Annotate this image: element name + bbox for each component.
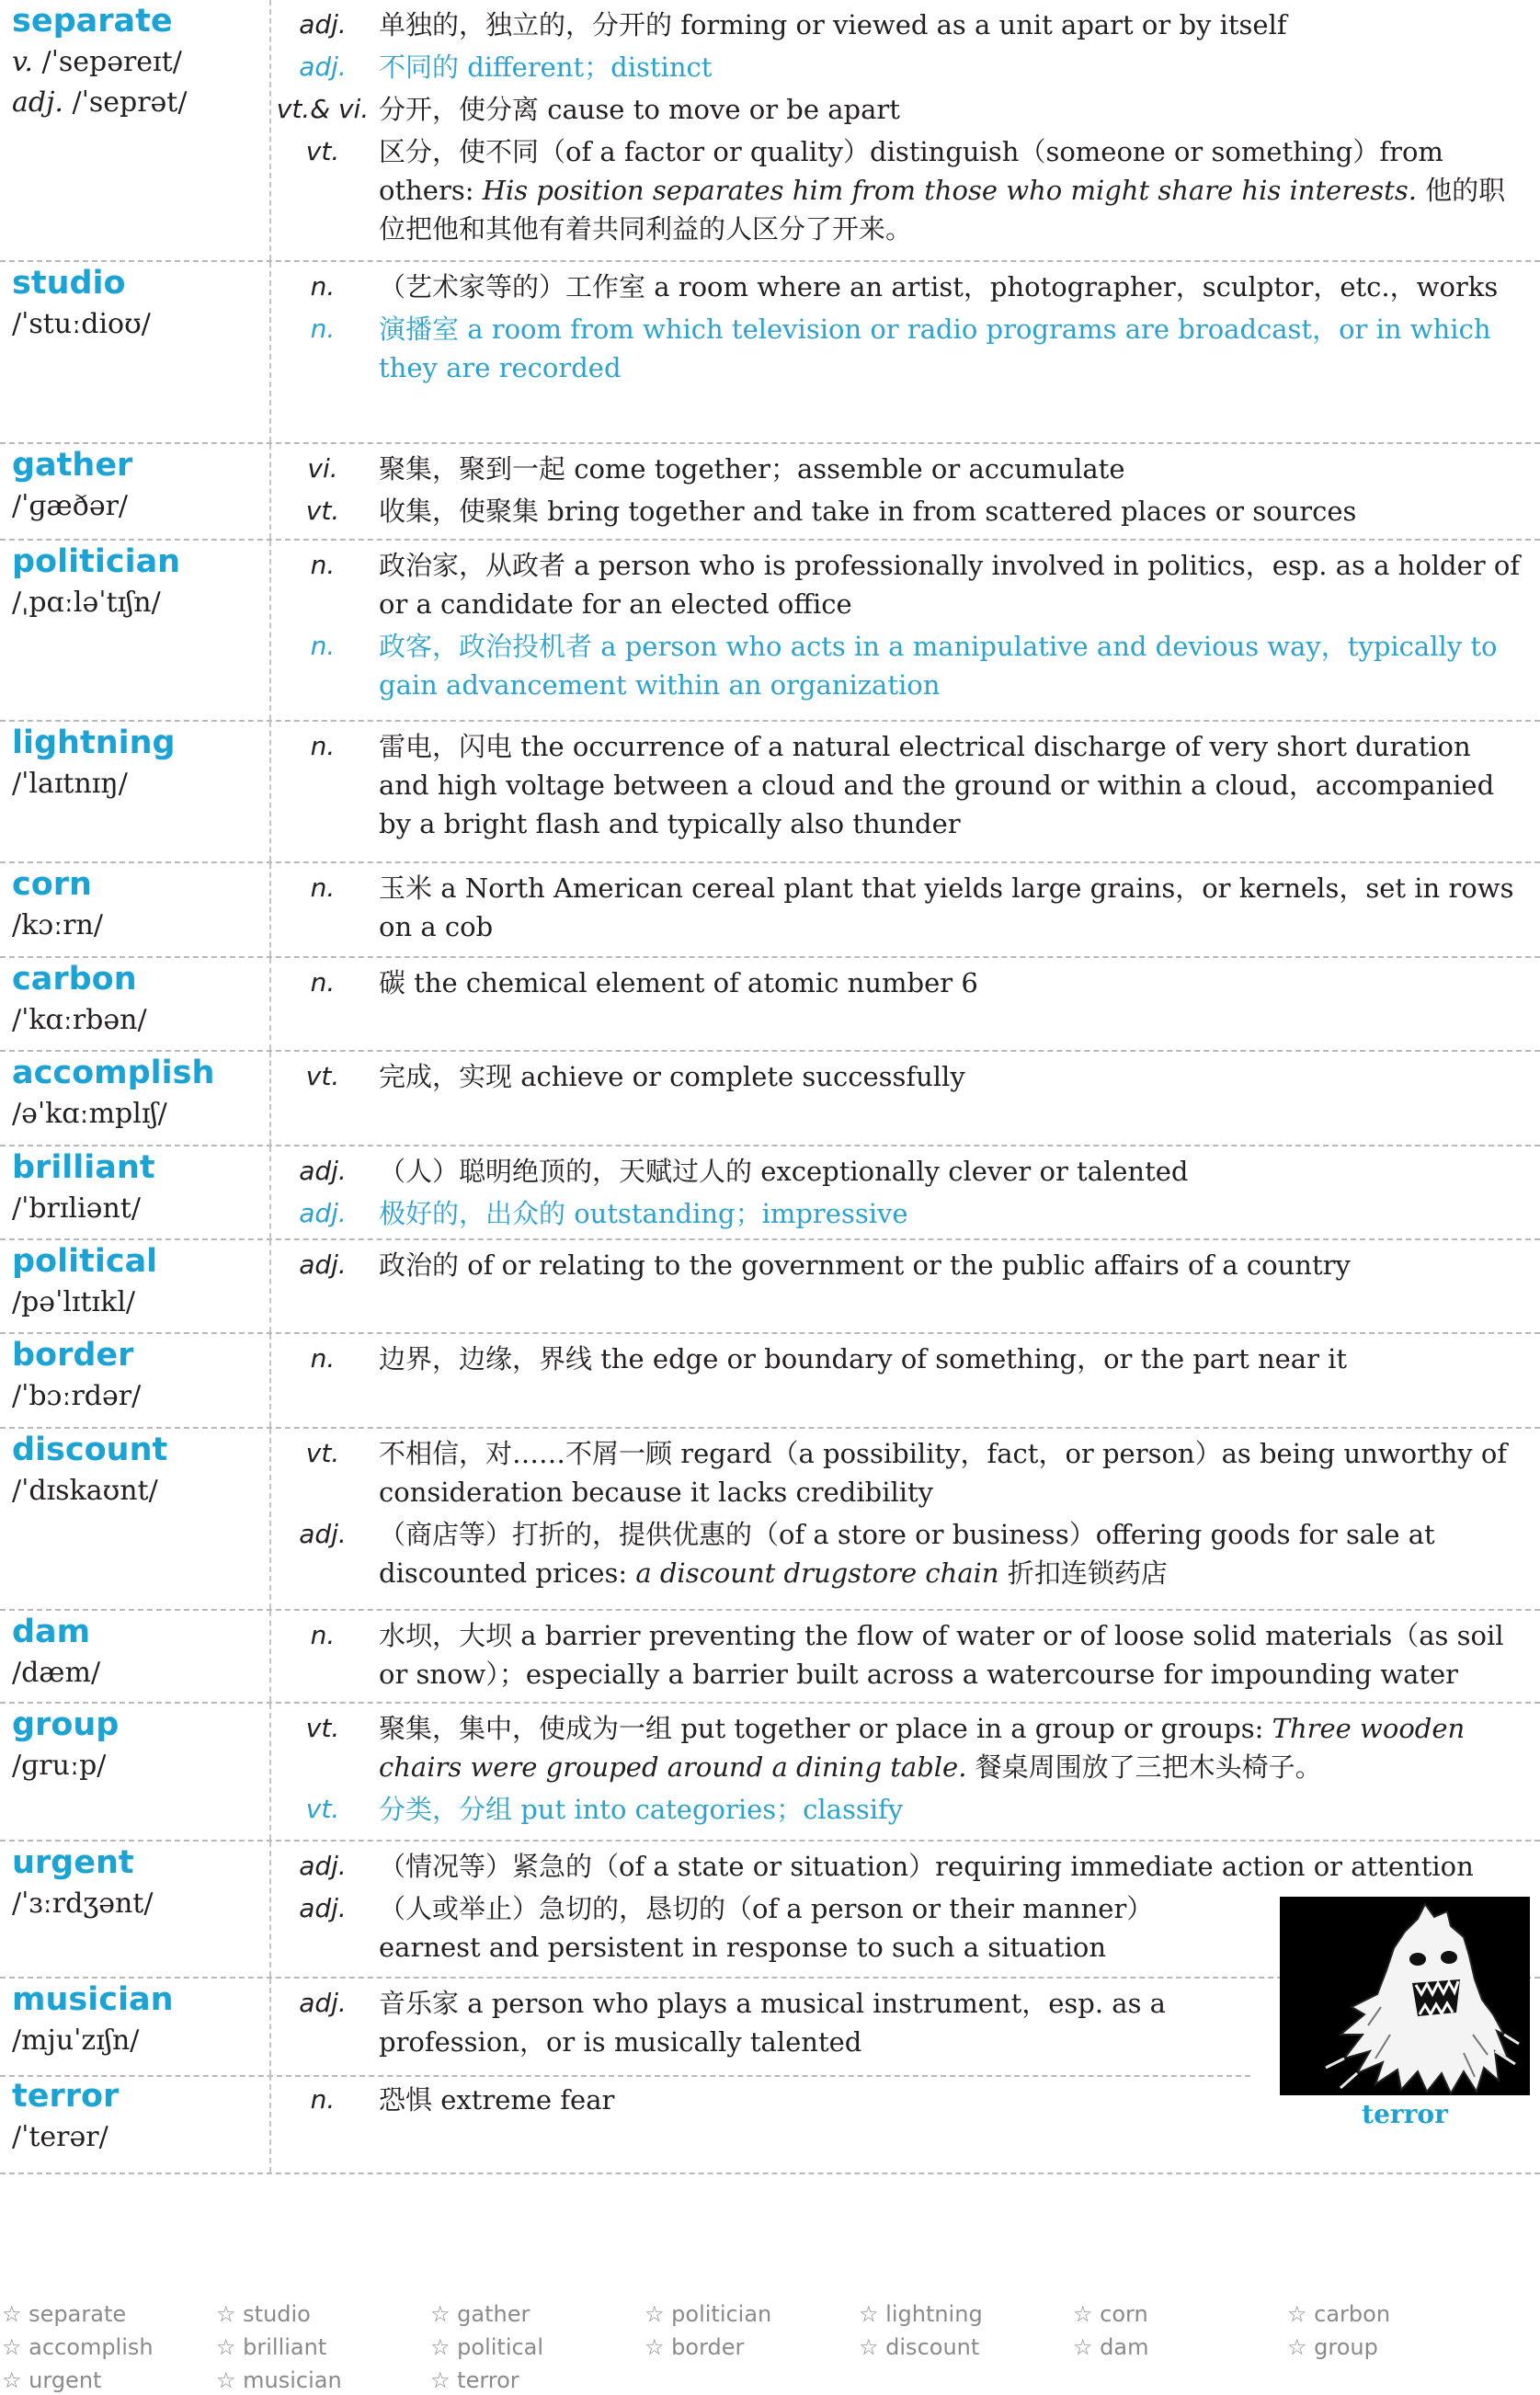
checklist-item[interactable] [216, 2367, 342, 2393]
checklist-item[interactable] [859, 2301, 983, 2327]
headword: border [12, 1337, 134, 1374]
headword-column [0, 722, 271, 861]
pronunciation: /ˈbɔːrdər/ [12, 1380, 142, 1412]
definition: 单独的，独立的，分开的 forming or viewed as a unit apart or by itself [379, 9, 1287, 40]
star-icon: ☆ [430, 2301, 451, 2327]
checklist-item[interactable] [645, 2301, 771, 2327]
definition [379, 1709, 1526, 1786]
star-icon: ☆ [1287, 2334, 1307, 2360]
definition: 不相信，对……不屑一顾 regard（a possibility，fact，or person）as being unworthy of consideration because it lacks credibility [379, 1438, 1508, 1508]
pronunciation [12, 83, 187, 123]
pronunciation: /ˈɜːrdʒənt/ [12, 1887, 154, 1920]
ghost-icon [1280, 1897, 1530, 2095]
sense [272, 450, 1526, 488]
sense [272, 1889, 1250, 1967]
part-of-speech: adj. [299, 9, 347, 40]
headword: political [12, 1243, 158, 1280]
example-sentence: a discount drugstore chain [635, 1557, 999, 1589]
headword: lightning [12, 724, 176, 761]
headword: separate [12, 3, 173, 40]
definition: 完成，实现 achieve or complete successfully [379, 1061, 965, 1092]
star-icon: ☆ [2, 2334, 22, 2360]
headword: gather [12, 447, 133, 484]
checklist-word: brilliant [243, 2334, 327, 2360]
sense [272, 492, 1526, 530]
checklist-word: corn [1100, 2301, 1148, 2327]
definition: 玉米 a North American cereal plant that yields large grains，or kernels，set in rows on a cob [379, 872, 1514, 942]
headword-column [0, 1611, 271, 1702]
part-of-speech: vt. [305, 1438, 340, 1468]
star-icon: ☆ [645, 2334, 665, 2360]
headword-column [0, 1704, 271, 1840]
senses [272, 1984, 1250, 2065]
part-of-speech: adj. [299, 1893, 347, 1923]
headword-column [0, 444, 271, 539]
senses [272, 964, 1526, 1006]
sense [272, 1434, 1526, 1511]
headword: brilliant [12, 1149, 155, 1186]
definition: 极好的，出众的 outstanding；impressive [379, 1198, 908, 1229]
headword: corn [12, 866, 92, 903]
entry-studio [0, 262, 1540, 444]
headword-column [0, 1146, 271, 1238]
headword-column [0, 2075, 271, 2173]
entry-gather [0, 444, 1540, 541]
definition [379, 1515, 1526, 1592]
star-icon: ☆ [1073, 2334, 1093, 2360]
checklist-word: urgent [29, 2367, 102, 2393]
checklist-item[interactable] [645, 2334, 744, 2360]
sense [272, 6, 1526, 44]
pronunciation: /ˈdɪskaʊnt/ [12, 1475, 158, 1507]
checklist-item[interactable] [430, 2367, 519, 2393]
checklist-item[interactable] [1073, 2301, 1148, 2327]
definition: 分开，使分离 cause to move or be apart [379, 94, 900, 125]
definition: 不同的 different；distinct [379, 51, 713, 83]
checklist-word: discount [885, 2334, 980, 2360]
star-icon: ☆ [216, 2301, 236, 2327]
part-of-speech: n. [310, 2084, 336, 2115]
sense [272, 1616, 1526, 1694]
sense [272, 132, 1526, 248]
pronunciation: /əˈkɑːmplɪʃ/ [12, 1098, 167, 1130]
senses [272, 1709, 1526, 1832]
headword: carbon [12, 961, 137, 998]
pron-label: v. [12, 46, 33, 78]
sense [272, 90, 1526, 129]
sense [272, 1246, 1526, 1284]
definition: 政客，政治投机者 a person who acts in a manipulative and devious way，typically to gain advancement within an organization [379, 631, 1498, 701]
example-sentence: Three wooden chairs were grouped around a dining table. [379, 1713, 1466, 1783]
headword-column [0, 1052, 271, 1145]
headword-column [0, 1240, 271, 1332]
pronunciation: /ˈterər/ [12, 2121, 108, 2153]
pronunciation: /ˈkɑːrbən/ [12, 1004, 147, 1036]
checklist-word: politician [671, 2301, 772, 2327]
part-of-speech: adj. [299, 51, 347, 82]
pronunciation: /ˈɡæðər/ [12, 490, 129, 522]
sense [272, 1057, 1526, 1096]
checklist-item[interactable] [216, 2301, 311, 2327]
example-translation: 折扣连锁药店 [1007, 1557, 1168, 1589]
definition: （艺术家等的）工作室 a room where an artist，photographer，sculptor，etc.，works [379, 271, 1499, 302]
definition [379, 132, 1526, 248]
part-of-speech: n. [310, 1343, 336, 1374]
sense [272, 1194, 1526, 1233]
headword: urgent [12, 1844, 134, 1881]
headword-column [0, 1334, 271, 1427]
part-of-speech: adj. [299, 1249, 347, 1280]
senses [272, 1847, 1474, 1970]
pronunciation: /ˈlaɪtnɪŋ/ [12, 768, 128, 800]
headword-column [0, 1429, 271, 1609]
definition: （人）聪明绝顶的，天赋过人的 exceptionally clever or talented [379, 1156, 1189, 1187]
pron-label: adj. [12, 86, 63, 119]
definition: （人或举止）急切的，恳切的（of a person or their manner）earnest and persistent in response to such a situation [379, 1893, 1154, 1963]
checklist-item[interactable] [2, 2367, 101, 2393]
senses [272, 268, 1526, 391]
pron-ipa: /ˈseprət/ [72, 86, 188, 119]
star-icon: ☆ [216, 2367, 236, 2393]
entry-corn [0, 863, 1540, 958]
senses [272, 1434, 1526, 1596]
senses [272, 1057, 1526, 1100]
definition: 政治的 of or relating to the government or the public affairs of a country [379, 1249, 1351, 1281]
sense [272, 310, 1526, 387]
definition: 音乐家 a person who plays a musical instrument，esp. as a profession，or is musically talented [379, 1988, 1166, 2058]
checklist-item[interactable] [1287, 2334, 1378, 2360]
checklist-word: studio [243, 2301, 311, 2327]
part-of-speech: vt. [305, 136, 340, 166]
senses [272, 450, 1526, 534]
definition: 聚集，聚到一起 come together；assemble or accumulate [379, 453, 1125, 485]
entry-political [0, 1240, 1540, 1334]
checklist-word: terror [457, 2367, 519, 2393]
senses [272, 1246, 1526, 1288]
checklist-item[interactable] [859, 2334, 979, 2360]
part-of-speech: adj. [299, 1988, 347, 2018]
star-icon: ☆ [2, 2367, 22, 2393]
part-of-speech: vt. [305, 1794, 340, 1824]
pronunciation: /mjuˈzɪʃn/ [12, 2024, 140, 2057]
checklist-word: carbon [1314, 2301, 1391, 2327]
entry-accomplish [0, 1052, 1540, 1146]
entry-carbon [0, 958, 1540, 1052]
definition: 恐惧 extreme fear [379, 2084, 615, 2116]
entry-group [0, 1704, 1540, 1842]
example-translation: 餐桌周围放了三把木头椅子。 [975, 1751, 1322, 1783]
senses [272, 6, 1526, 252]
sense [272, 1515, 1526, 1592]
headword: discount [12, 1431, 168, 1468]
part-of-speech: vt. [305, 496, 340, 526]
pron-ipa: /ˈsepəreɪt/ [41, 46, 182, 78]
star-icon: ☆ [430, 2334, 451, 2360]
star-icon: ☆ [645, 2301, 665, 2327]
entry-discount [0, 1429, 1540, 1611]
definition: 演播室 a room from which television or radio programs are broadcast，or in which they are recorded [379, 314, 1491, 383]
headword: dam [12, 1614, 91, 1650]
pronunciation: /ˌpɑːləˈtɪʃn/ [12, 587, 161, 619]
star-icon: ☆ [859, 2334, 879, 2360]
sense [272, 2081, 1250, 2119]
sense [272, 48, 1526, 86]
pronunciation [12, 42, 182, 83]
sense [272, 268, 1526, 306]
sense [272, 964, 1526, 1002]
star-icon: ☆ [1287, 2301, 1307, 2327]
headword: studio [12, 265, 126, 302]
headword: politician [12, 543, 181, 580]
senses [272, 1340, 1526, 1382]
checklist-word: group [1314, 2334, 1378, 2360]
part-of-speech: vt. [305, 1061, 340, 1091]
example-translation: 他的职位把他和其他有着共同利益的人区分了开来。 [379, 175, 1506, 245]
headword-column [0, 541, 271, 720]
checklist-item[interactable] [1073, 2334, 1148, 2360]
sense [272, 1340, 1526, 1378]
definition: 水坝，大坝 a barrier preventing the flow of water or of loose solid materials（as soil or snow）；especially a barrier built across a watercourse for impounding water [379, 1620, 1504, 1690]
headword-column [0, 1842, 271, 1977]
star-icon: ☆ [1073, 2301, 1093, 2327]
checklist-item[interactable] [430, 2301, 530, 2327]
star-icon: ☆ [216, 2334, 236, 2360]
pronunciation: /ˈstuːdioʊ/ [12, 308, 151, 340]
star-icon: ☆ [859, 2301, 879, 2327]
headword: terror [12, 2078, 120, 2115]
definition: 雷电，闪电 the occurrence of a natural electrical discharge of very short duration and high voltage between a cloud and the ground or within a cloud，accompanied by a bright flash and typically also thunder [379, 731, 1495, 839]
entry-lightning [0, 722, 1540, 863]
sense [272, 1790, 1526, 1829]
sense [272, 546, 1526, 623]
part-of-speech: n. [310, 550, 336, 580]
sense [272, 1709, 1526, 1786]
checklist-word: gather [457, 2301, 530, 2327]
checklist-item[interactable] [2, 2301, 126, 2327]
senses [272, 2081, 1250, 2123]
star-icon: ☆ [430, 2367, 451, 2393]
pronunciation: /ˈbrɪliənt/ [12, 1192, 141, 1225]
definition: （情况等）紧急的（of a state or situation）requiring immediate action or attention [379, 1851, 1474, 1882]
definition: 边界，边缘，界线 the edge or boundary of something，or the part near it [379, 1343, 1348, 1374]
part-of-speech: n. [310, 271, 336, 302]
headword-column [0, 0, 271, 260]
checklist-word: separate [29, 2301, 127, 2327]
sense [272, 1984, 1250, 2061]
part-of-speech: vt.& vi. [276, 94, 370, 124]
checklist-item[interactable] [1287, 2301, 1390, 2327]
part-of-speech: n. [310, 631, 336, 661]
illustration-caption: terror [1362, 2099, 1448, 2129]
entry-border [0, 1334, 1540, 1429]
headword-column [0, 863, 271, 956]
part-of-speech: n. [310, 1620, 336, 1650]
checklist-item[interactable] [2, 2334, 154, 2360]
pronunciation: /pəˈlɪtɪkl/ [12, 1286, 136, 1318]
star-icon: ☆ [2, 2301, 22, 2327]
example-sentence: His position separates him from those who might share his interests. [482, 175, 1417, 206]
entry-brilliant [0, 1146, 1540, 1240]
headword-column [0, 1979, 271, 2075]
definition: 碳 the chemical element of atomic number 6 [379, 967, 978, 998]
part-of-speech: vi. [307, 453, 338, 484]
definition: 政治家，从政者 a person who is professionally involved in politics，esp. as a holder of or a candidate for an elected office [379, 550, 1521, 620]
headword: group [12, 1706, 120, 1743]
senses [272, 1616, 1526, 1697]
checklist-word: political [457, 2334, 544, 2360]
definition-text: 聚集，集中，使成为一组 put together or place in a group or groups: [379, 1713, 1264, 1744]
headword: musician [12, 1981, 174, 2018]
part-of-speech: n. [310, 731, 336, 761]
senses [272, 1152, 1526, 1237]
headword: accomplish [12, 1055, 215, 1091]
pronunciation: /kɔːrn/ [12, 909, 103, 941]
part-of-speech: adj. [299, 1851, 347, 1881]
entry-separate [0, 0, 1540, 262]
part-of-speech: vt. [305, 1713, 340, 1743]
entry-politician [0, 541, 1540, 722]
part-of-speech: n. [310, 967, 336, 998]
sense [272, 1847, 1526, 1886]
part-of-speech: adj. [299, 1519, 347, 1549]
pronunciation: /ɡruːp/ [12, 1750, 107, 1782]
senses [272, 546, 1526, 708]
checklist-word: lightning [885, 2301, 983, 2327]
checklist-word: musician [243, 2367, 342, 2393]
definition: 收集，使聚集 bring together and take in from scattered places or sources [379, 496, 1357, 527]
definition: 分类，分组 put into categories；classify [379, 1794, 904, 1825]
senses [272, 869, 1526, 950]
checklist-item[interactable] [430, 2334, 543, 2360]
part-of-speech: adj. [299, 1198, 347, 1228]
part-of-speech: adj. [299, 1156, 347, 1186]
ghost-illustration [1280, 1897, 1530, 2095]
sense [272, 869, 1526, 946]
headword-column [0, 958, 271, 1050]
part-of-speech: n. [310, 872, 336, 903]
entry-dam [0, 1611, 1540, 1704]
sense [272, 627, 1526, 704]
pronunciation: /dæm/ [12, 1657, 101, 1689]
definition-text: （商店等）打折的，提供优惠的（of a store or business）offering goods for sale at discounted prices: [379, 1519, 1435, 1589]
checklist-word: border [671, 2334, 745, 2360]
senses [272, 727, 1526, 847]
checklist-word: dam [1100, 2334, 1149, 2360]
checklist-word: accomplish [29, 2334, 154, 2360]
sense [272, 727, 1526, 843]
part-of-speech: n. [310, 314, 336, 344]
headword-column [0, 262, 271, 442]
checklist-item[interactable] [216, 2334, 326, 2360]
definition-text: 区分，使不同（of a factor or quality）distinguish（someone or something）from others: [379, 136, 1443, 206]
sense [272, 1152, 1526, 1191]
